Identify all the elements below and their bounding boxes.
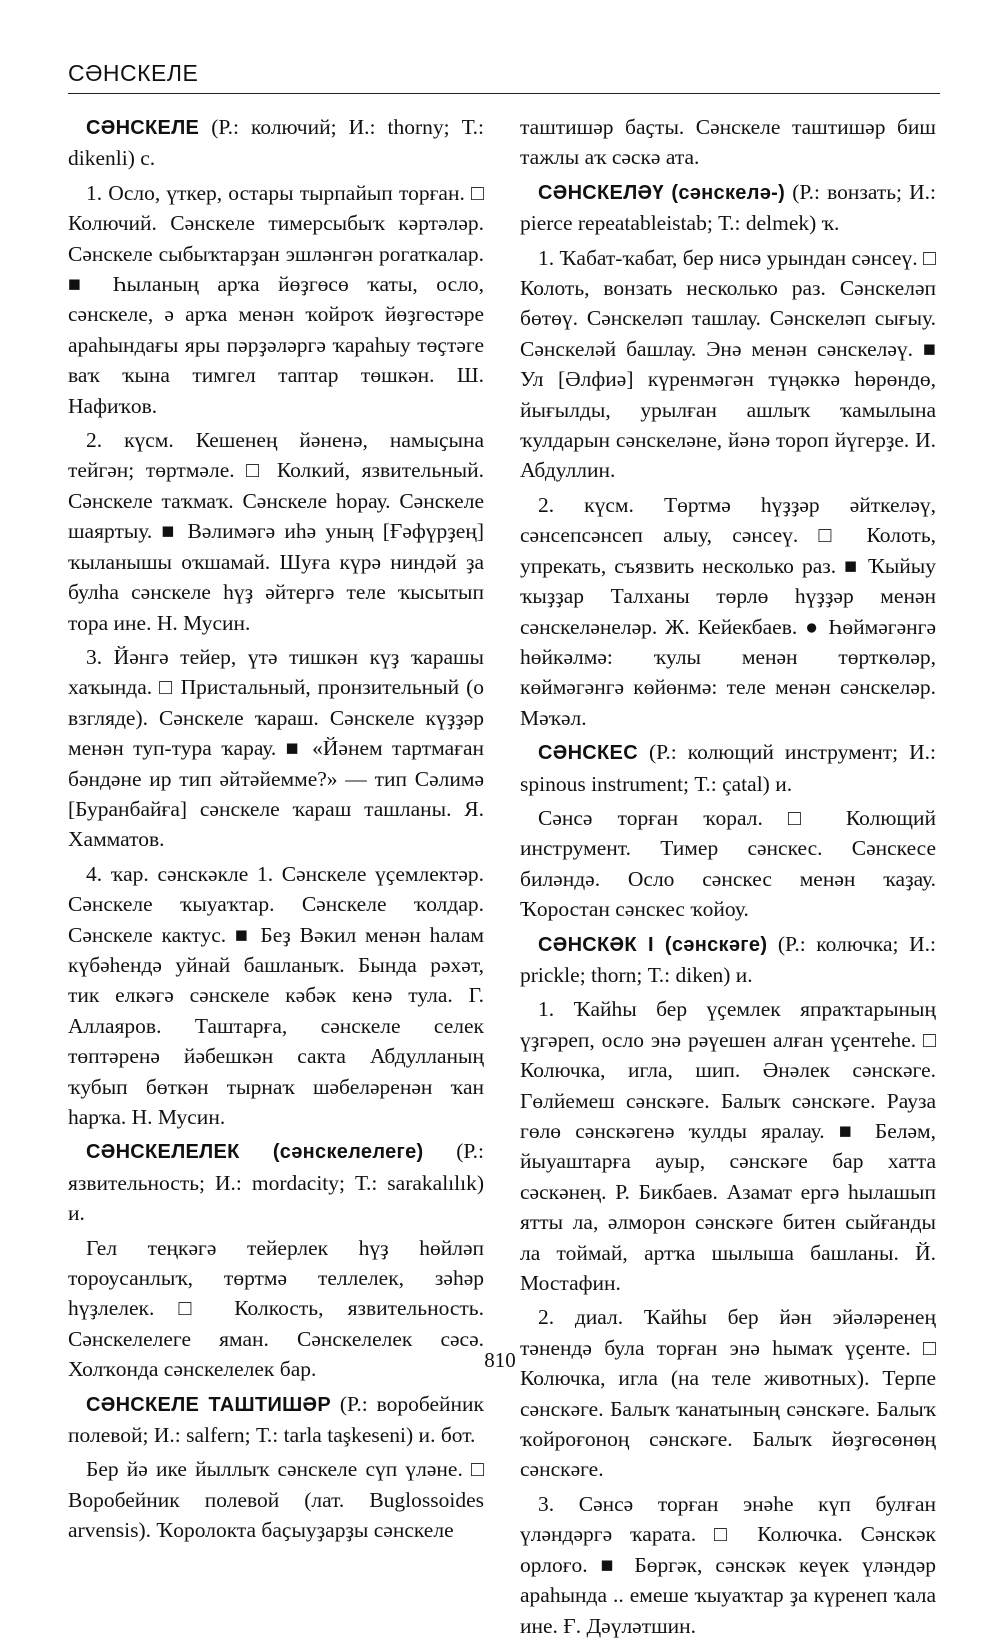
page-number: 810 [484, 1348, 516, 1372]
dictionary-entry [68, 1389, 484, 1451]
entry-paragraph [520, 1302, 936, 1484]
entry-text: (Р.: воробейник полевой; И.: salfern; Т.: tarla taşkeseni) и. бот. [68, 1391, 484, 1448]
entry-paragraph [520, 994, 936, 1298]
entry-headword: СӘНСКЕЛЕЛЕК (сәнскелелеге) [86, 1141, 424, 1164]
entry-paragraph [520, 490, 936, 733]
entry-paragraph [68, 859, 484, 1133]
entry-paragraph [68, 1454, 484, 1545]
header-rule [68, 93, 940, 94]
entry-headword: СӘНСКЕЛӘҮ (сәнскелә-) [538, 181, 786, 204]
entry-text: 3. Йәнгә тейер, үтә тишкән күҙ ҡарашы хаҡында. □ Пристальный, пронзительный (о взгляде). Сәнскеле ҡараш. Сәнскеле күҙҙәр менән туп-тура ҡарау. ■ «Йәнем тартмаған бәндәне ир тип әйтәйемме?» — тип Сәлимә [Буранбайға] сәнскеле ҡараш ташланы. Я. Хамматов. [68, 644, 484, 852]
entry-text: (Р.: язвительность; И.: mordacity; Т.: sarakalılık) и. [68, 1139, 484, 1226]
entry-paragraph [68, 642, 484, 855]
entry-paragraph [68, 178, 484, 421]
entry-text: (Р.: вонзать; И.: pierce repeatableistab; Т.: delmek) ҡ. [520, 179, 936, 236]
entry-headword: СӘНСКЕС [538, 742, 638, 765]
right-column [520, 112, 936, 1645]
dictionary-entry [520, 737, 936, 799]
entry-text: (Р.: колючка; И.: prickle; thorn; Т.: diken) и. [520, 931, 936, 987]
entry-text: 1. Ҡабат-ҡабат, бер нисә урындан сәнсеү. □ Колоть, вонзать несколько раз. Сәнскеләп бөтөү. Сәнскеләп ташлау. Сәнскеләп сығыу. Сәнскеләй башлау. Энә менән сәнскеләү. ■ Ул [Әлфиә] күренмәгән түңәккә һөрөндө, йығылды, урылған ашлыҡ ҡамылына ҡулдарын сәнскеләне, йәнә тороп йүгерҙе. И. Абдуллин. [520, 245, 936, 483]
entry-headword: СӘНСКЕЛЕ ТАШТИШӘР [86, 1393, 331, 1416]
dictionary-entry [68, 1136, 484, 1228]
entry-text: 1. Ҡайһы бер үҫемлек япраҡтарының үҙгәреп, осло энә рәүешен алған үҫентеһе. □ Колючка, игла, шип. Әнәлек сәнскәге. Гөлйемеш сәнскәге. Балыҡ сәнскәге. Рауза гөлө сәнскәгенә ҡулды яралау. ■ Беләм, йыуаштарға ауыр, сәнскәге бар хатта сәскәнең. Р. Бикбаев. Азамат ергә һылашып ятты ла, әлморон сәнскәге битен сыйғанды ла тоймай, артҡа шылыша башланы. Й. Мостафин. [520, 997, 936, 1296]
entry-paragraph [520, 243, 936, 486]
running-header: СӘНСКЕЛЕ [68, 60, 199, 86]
entry-text: Гел теңкәгә тейерлек һүҙ һөйләп тороусанлыҡ, төртмә теллелек, зәһәр һүҙлелек. □ Колкость, язвительность. Сәнскелелеге яман. Сәнскелелек сәсә. Холҡонда сәнскелелек бар. [68, 1235, 484, 1382]
left-column [68, 112, 484, 1550]
dictionary-entry [68, 112, 484, 174]
entry-text: Сәнсә торған ҡорал. □ Колющий инструмент. Тимер сәнскес. Сәнскесе биләндә. Осло сәнскес менән ҡаҙау. Ҡоростан сәнскес ҡойоу. [520, 805, 936, 922]
entry-text: 1. Осло, үткер, остары тырпайып торған. □ Колючий. Сәнскеле тимерсыбыҡ кәртәләр. Сәнскеле сыбыҡтарҙан эшләнгән рогаткалар. ■ Һыланың арҡа йөҙгөсө ҡаты, осло, сәнскеле, ә арҡа менән ҡойроҡ йөҙгөстәре араһындағы яры пәрҙәләргә ҡараһыу төҫтәге ваҡ ҡына тимгел таптар төшкән. Ш. Нафиҡов. [68, 180, 484, 418]
dictionary-entry [520, 929, 936, 991]
entry-text: (Р.: колющий инструмент; И.: spinous instrument; Т.: çatal) и. [520, 740, 936, 796]
entry-text: 2. күсм. Кешенең йәненә, намыҫына тейгән; төртмәле. □ Колкий, язвительный. Сәнскеле таҡмаҡ. Сәнскеле һорау. Сәнскеле шаяртыу. ■ Вәлимәгә иһә уның [Ғәфүрҙең] ҡыланышы оҡшамай. Шуға күрә ниндәй ҙа булһа сәнскеле һүҙ әйтергә теле ҡысытып тора ине. Н. Мусин. [68, 428, 484, 635]
dictionary-entry [520, 177, 936, 239]
entry-text: (Р.: колючий; И.: thorny; Т.: dikenli) с. [68, 115, 484, 171]
entry-text: 3. Сәнсә торған энәһе күп булған үләндәргә ҡарата. □ Колючка. Сәнскәк орлоғо. ■ Бөргәк, сәнскәк кеүек үләндәр араһында .. емеше ҡыуаҡтар ҙа күренеп ҡала ине. Ғ. Дәүләтшин. [520, 1491, 936, 1638]
entry-text: таштишәр баҫты. Сәнскеле таштишәр биш тажлы аҡ сәскә ата. [520, 115, 936, 170]
entry-paragraph [520, 1489, 936, 1641]
entry-text: 2. күсм. Төртмә һүҙҙәр әйткеләү, сәнсепсәнсеп алыу, сәнсеү. □ Колоть, упрекать, съязвить несколько раз. ■ Ҡыйыу ҡыҙҙар Талханы төрлө һүҙҙәр менән сәнскеләнеләр. Ж. Кейекбаев. ● Һөймәгәнгә һөйкәлмә: ҡулы менән төрткөләр, көймәгәнгә көйөнмә: теле менән сәнскеләр. Мәҡәл. [520, 492, 936, 730]
entry-text: Бер йә ике йыллыҡ сәнскеле сүп үләне. □ Воробейник полевой (лат. Buglossoides arvensis). Ҡоролокта баҫыуҙарҙы сәнскеле [68, 1457, 484, 1543]
entry-headword: СӘНСКЕЛЕ [86, 117, 200, 139]
entry-text: 4. ҡар. сәнскәкле 1. Сәнскеле үҫемлектәр. Сәнскеле ҡыуаҡтар. Сәнскеле ҡолдар. Сәнскеле кактус. ■ Беҙ Вәкил менән һалам күбәһендә уйнай башланыҡ. Бында рәхәт, тик елкәгә сәнскеле кәбәк кенә тула. Г. Аллаяров. Таштарға, сәнскеле селек төптәренә йәбешкән сакта Абдулланың ҡубып бөткән тырнаҡ шәбеләренән ҡан һарҡа. Н. Мусин. [68, 861, 484, 1129]
entry-text: 2. диал. Ҡайһы бер йән эйәләренең тәнендә була торған энә һымаҡ үҫенте. □ Колючка, игла (на теле животных). Терпе сәнскәге. Балыҡ ҡанатының сәнскәге. Балыҡ ҡойроғоноң сәнскәге. Балыҡ йөҙгөсөнөң сәнскәге. [520, 1305, 936, 1482]
entry-headword: СӘНСКӘК I (сәнскәге) [538, 933, 768, 956]
entry-paragraph [520, 803, 936, 925]
entry-paragraph [520, 112, 936, 173]
entry-paragraph [68, 425, 484, 638]
